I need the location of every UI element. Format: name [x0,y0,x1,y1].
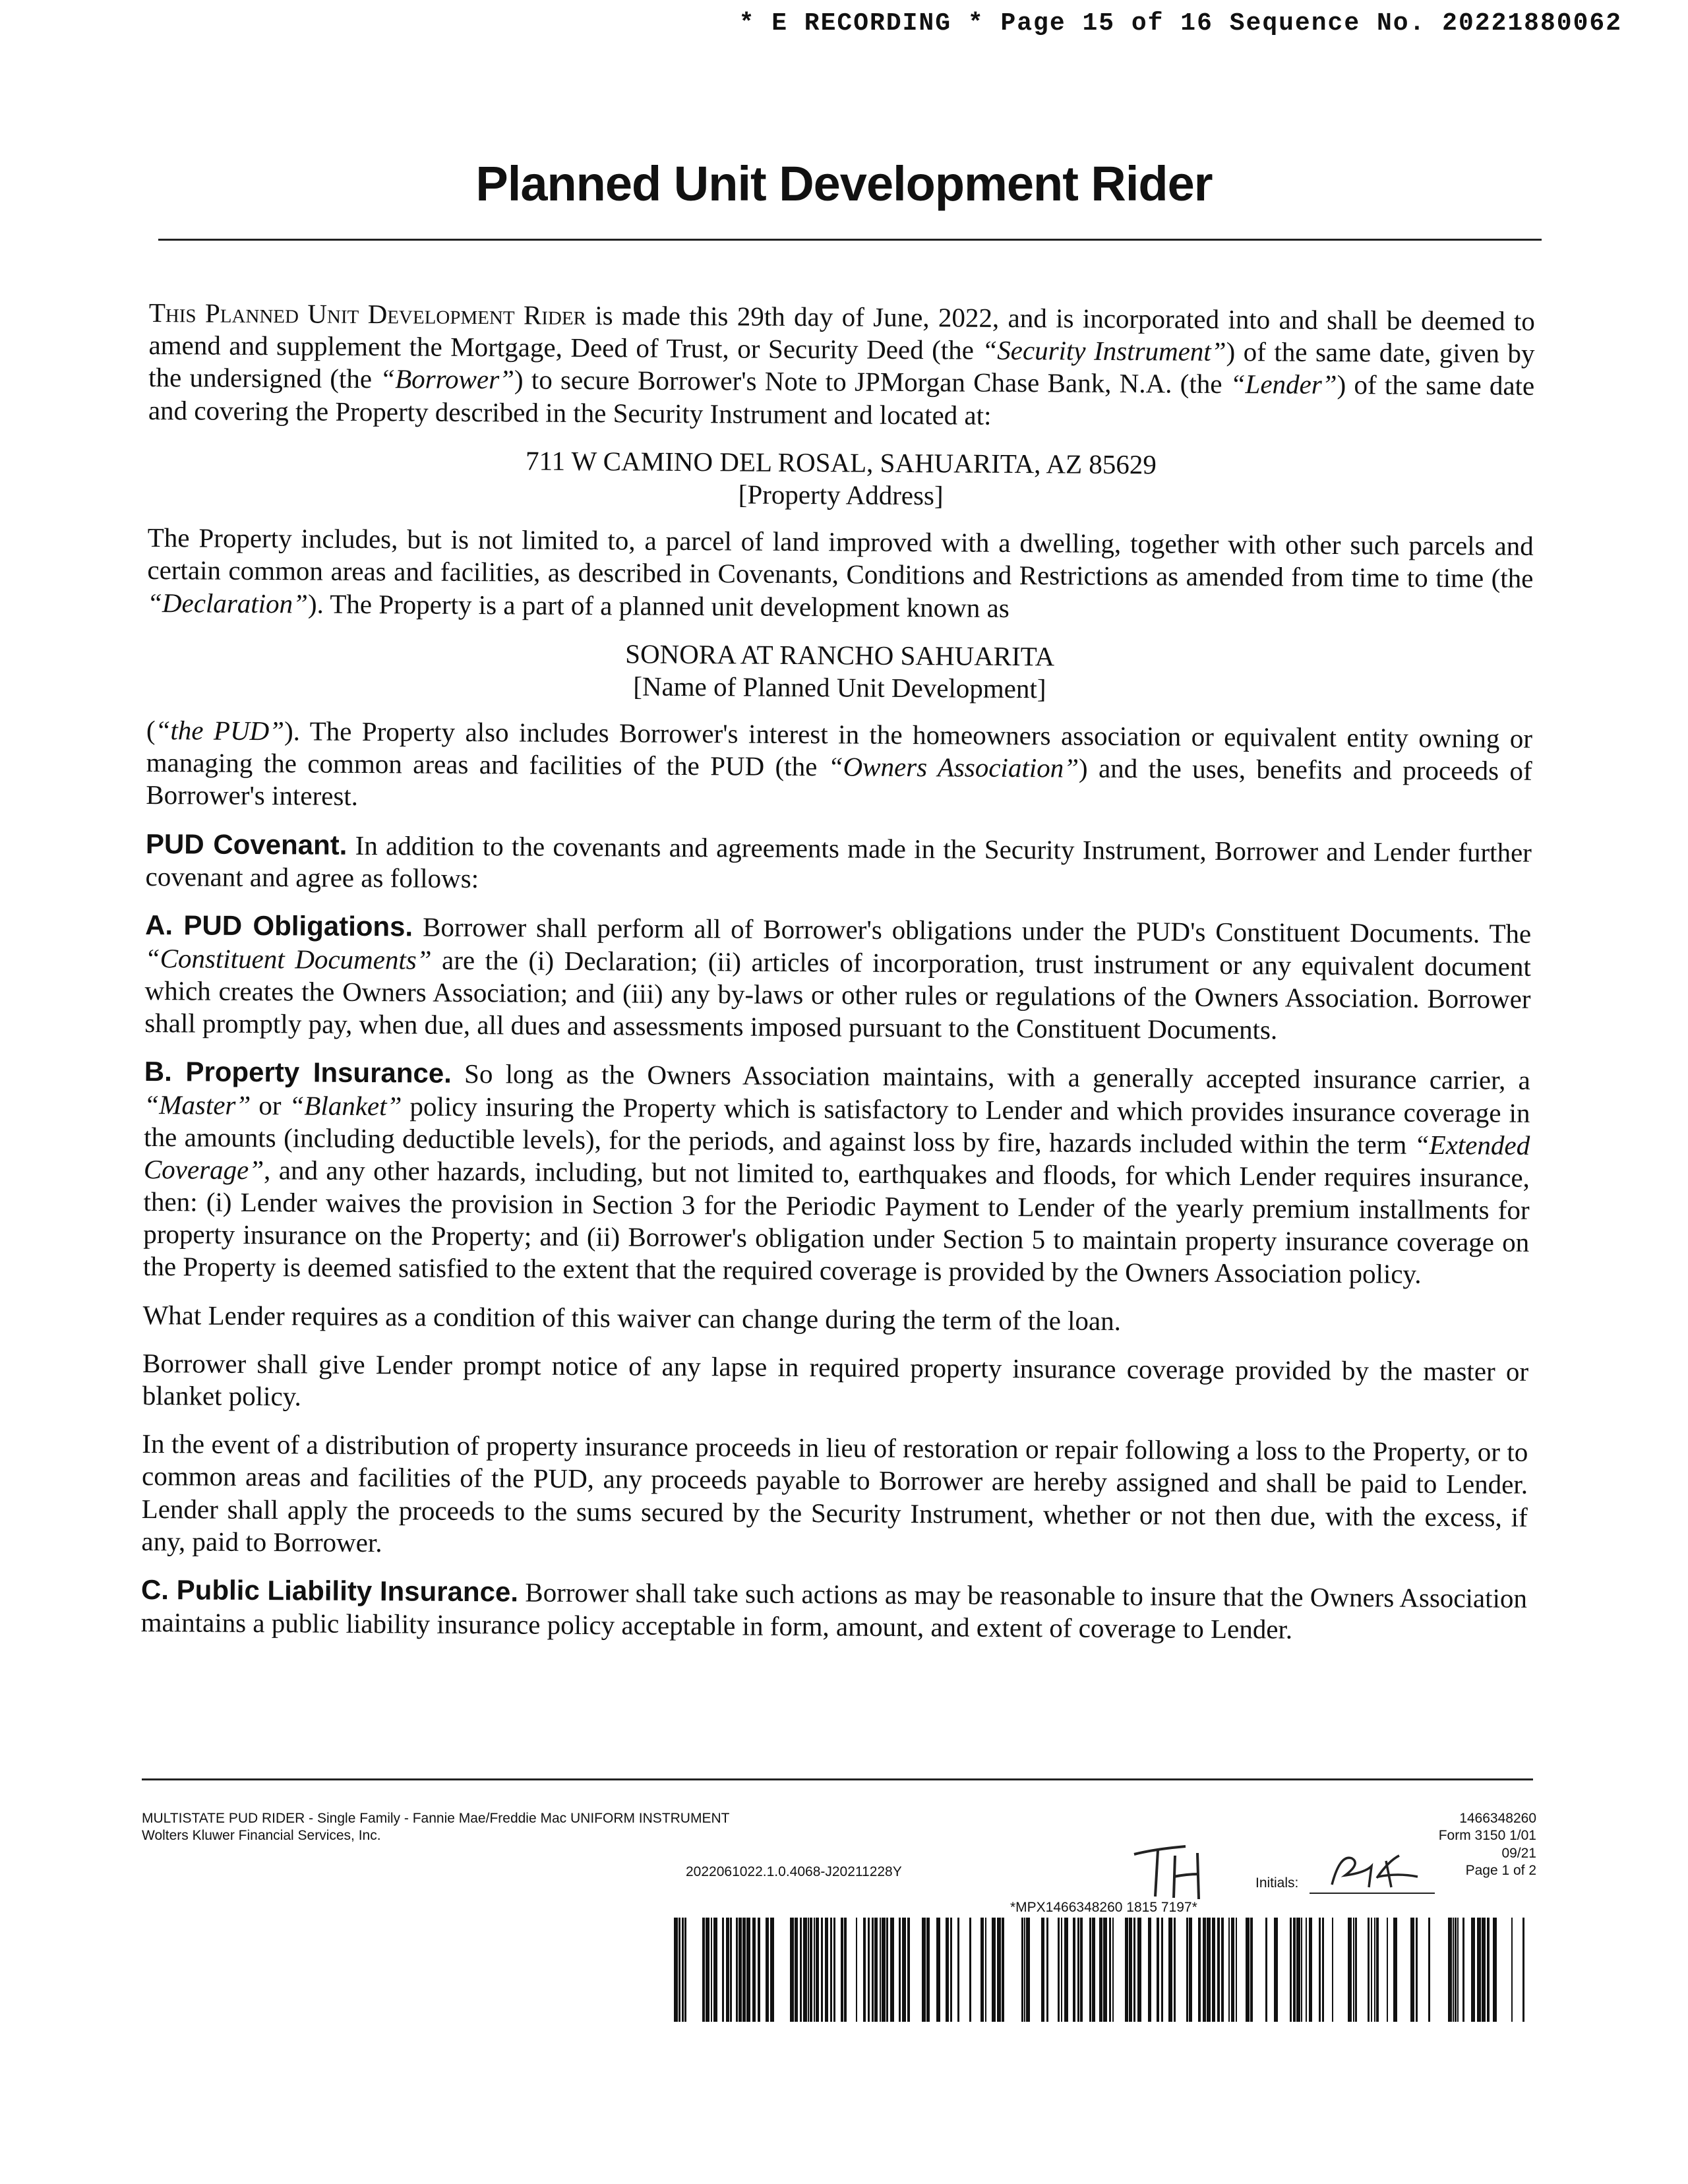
section-b-text-2: or [251,1089,289,1120]
owners-association-term: “Owners Association” [828,751,1079,783]
page-indicator: Page 1 of 2 [1465,1862,1536,1878]
property-text-2: ). The Property is a part of a planned unit development known as [307,588,1010,623]
waiver-paragraph: What Lender requires as a condition of this waiver can change during the term of the loan. [142,1299,1122,1336]
section-b-text-4: , and any other hazards, including, but not limited to, earthquakes and floods, for which Lender requires insurance, then: (i) Lender waives the provision in Section 3 for the Periodic Payment to Lender of the yearly premium installments for property insurance on the Property; and (ii) Borrower's obligation under Section 5 to maintain property insurance coverage on the Property is deemed satisfied to the extent that the required coverage is provided by the Owners Association policy. [142,1155,1530,1290]
handwritten-initials-signature [1325,1846,1424,1896]
pud-text-1: ). The Property also includes Borrower's interest in the homeowners association or equivalent entity owning or managing the common areas and facilities of the PUD (the [146,715,1533,782]
intro-paragraph [148,297,1535,435]
intro-text-2: ) of the same date, given by the undersigned (the [148,336,1535,394]
section-b-text-3: policy insuring the Property which is satisfactory to Lender and which provides insurance coverage in the amounts (including deductible levels), for the periods, and against loss by fire, hazards included within the term [144,1090,1530,1160]
property-address-label: [Property Address] [738,479,944,511]
intro-text-1: is made this 29th day of June, 2022, and is incorporated into and shall be deemed to amend and supplement the Mortgage, Deed of Trust, or Security Deed (the [148,300,1535,365]
intro-text-4: ) of the same date and covering the Property described in the Security Instrument and located at: [148,369,1535,431]
section-c-paragraph [141,1573,1528,1647]
intro-text-3: ) to secure Borrower's Note to JPMorgan Chase Bank, N.A. (the [514,364,1230,400]
handwritten-initials-th [1129,1840,1208,1906]
borrower-term: “Borrower” [380,363,515,395]
revision-date: 09/21 [1501,1845,1536,1861]
covenant-text: In addition to the covenants and agreements made in the Security Instrument, Borrower and Lender further covenant and agree as follows: [145,830,1532,894]
extended-coverage-term: “Extended Coverage” [143,1129,1530,1186]
section-b-heading: B. Property Insurance. [144,1056,452,1089]
title-rule [158,239,1542,241]
intro-lead: This Planned Unit Development Rider [148,297,587,331]
section-a-text-1: Borrower shall perform all of Borrower's obligations under the PUD's Constituent Documents. The [413,911,1532,950]
pud-name: SONORA AT RANCHO SAHUARITA [625,638,1055,672]
pud-text-0: ( [146,715,156,746]
form-number: Form 3150 1/01 [1438,1828,1536,1844]
property-paragraph [147,522,1534,627]
section-a-heading: A. PUD Obligations. [145,909,413,942]
footer-rule [142,1778,1533,1780]
initials-label: Initials: [1255,1875,1299,1891]
section-b-text-1: So long as the Owners Association maintains, with a generally accepted insurance carrier, a [451,1058,1530,1095]
footer-left [142,1810,729,1845]
form-name: MULTISTATE PUD RIDER - Single Family - Fannie Mae/Freddie Mac UNIFORM INSTRUMENT [142,1811,730,1826]
document-body [140,297,1535,1663]
notice-paragraph: Borrower shall give Lender prompt notice of any lapse in required property insurance coverage provided by the master or blanket policy. [142,1347,1529,1412]
recording-header: * E RECORDING * Page 15 of 16 Sequence No. 20221880062 [738,9,1622,38]
publisher: Wolters Kluwer Financial Services, Inc. [142,1828,381,1844]
footer-right [1439,1810,1536,1879]
barcode [674,1899,1531,2024]
covenant-heading: PUD Covenant. [145,828,347,861]
section-c-text: Borrower shall take such actions as may be reasonable to insure that the Owners Association maintains a public liability insurance policy acceptable in form, amount, and extent of coverage to Lender. [140,1577,1528,1645]
loan-number: 1466348260 [1459,1811,1536,1826]
section-a-text-2: are the (i) Declaration; (ii) articles of incorporation, trust instrument or any equivalent document which creates the Owners Association; and (iii) any by-laws or other rules or regulations of the Owners Association. Borrower shall promptly pay, when due, all dues and assessments imposed pursuant to the Constituent Documents. [144,944,1531,1045]
pud-paragraph [146,714,1532,820]
property-address-block [148,442,1534,516]
barcode-bars [674,1918,1524,2022]
property-text-1: The Property includes, but is not limited to, a parcel of land improved with a dwelling, together with other such parcels and certain common areas and facilities, as described in Covenants, Conditions and Restrictions as amended from time to time (the [147,522,1534,594]
section-b-paragraph [143,1055,1530,1291]
barcode-text: *MPX1466348260 1815 7197* [1010,1900,1197,1915]
master-term: “Master” [144,1089,251,1120]
property-address: 711 W CAMINO DEL ROSAL, SAHUARITA, AZ 85629 [525,445,1157,480]
covenant-paragraph [145,828,1532,901]
section-a-paragraph [144,909,1531,1048]
lender-term: “Lender” [1230,369,1337,400]
distribution-paragraph: In the event of a distribution of property insurance proceeds in lieu of restoration or repair following a loss to the Property, or to common areas and facilities of the PUD, any proceeds payable to Borrower are hereby assigned and shall be paid to Lender. Lender shall apply the proceeds to the sums secured by the Security Instrument, whether or not then due, with the excess, if any, paid to Borrower. [141,1428,1528,1558]
doc-code: 2022061022.1.0.4068-J20211228Y [686,1864,902,1879]
security-instrument-term: “Security Instrument” [982,334,1226,367]
section-c-heading: C. Public Liability Insurance. [140,1573,519,1608]
declaration-term: “Declaration” [147,587,309,619]
blanket-term: “Blanket” [289,1089,402,1121]
the-pud-term: “the PUD” [155,715,285,746]
page-title: Planned Unit Development Rider [475,156,1213,211]
pud-name-label: [Name of Planned Unit Development] [633,671,1046,704]
pud-text-2: ) and the uses, benefits and proceeds of Borrower's interest. [146,752,1532,812]
constituent-documents-term: “Constituent Documents” [144,942,432,975]
pud-name-block [146,635,1533,708]
